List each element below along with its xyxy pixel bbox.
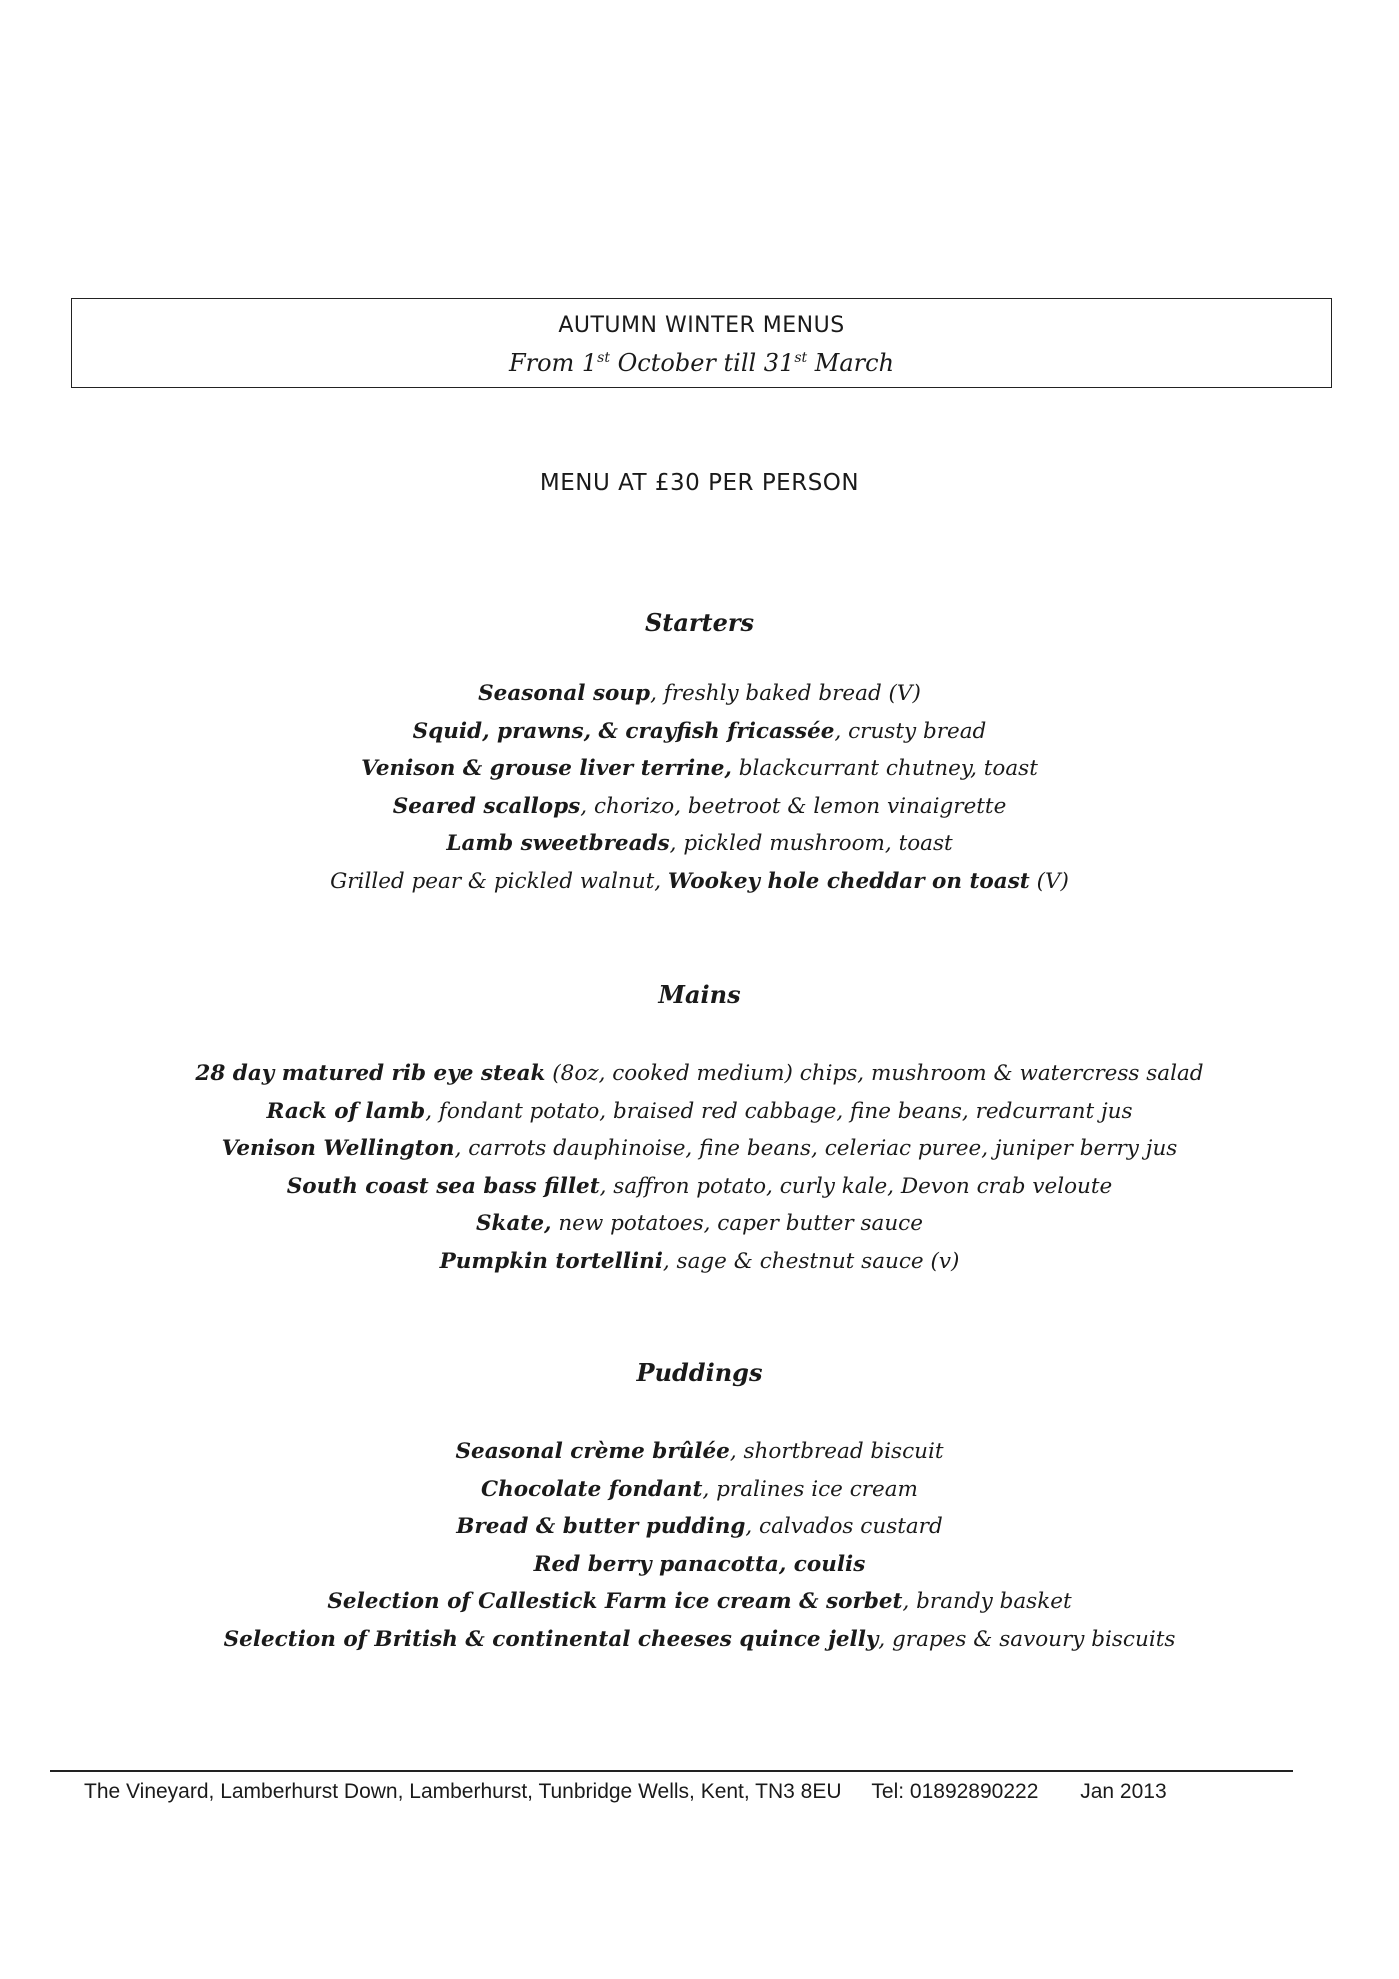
list-item	[0, 1055, 1399, 1093]
list-item	[0, 1583, 1399, 1621]
dish-name: Selection of British & continental cheeses quince jelly	[223, 1626, 879, 1652]
footer-address: The Vineyard, Lamberhurst Down, Lamberhurst, Tunbridge Wells, Kent, TN3 8EU	[84, 1780, 842, 1803]
list-item	[0, 1168, 1399, 1206]
list-item	[0, 1130, 1399, 1168]
dish-description: , fondant potato, braised red cabbage, fine beans, redcurrant jus	[425, 1098, 1133, 1124]
dish-name: Bread & butter pudding	[456, 1514, 746, 1539]
dish-name: South coast sea bass fillet	[286, 1173, 600, 1199]
dish-name: Chocolate fondant	[481, 1476, 703, 1502]
dish-description: , brandy basket	[902, 1589, 1072, 1614]
list-item	[0, 788, 1399, 826]
section-title-puddings: Puddings	[636, 1358, 763, 1387]
section-title-mains: Mains	[658, 980, 741, 1009]
dish-description: (8oz, cooked medium) chips, mushroom & watercress salad	[545, 1061, 1204, 1086]
list-item	[0, 863, 1399, 901]
menu-date-range	[72, 349, 1331, 377]
dish-name: Venison Wellington	[221, 1136, 455, 1161]
dish-name: Seasonal soup	[478, 681, 651, 706]
section-title-starters: Starters	[644, 608, 755, 637]
list-item	[0, 1546, 1399, 1584]
dish-description: , carrots dauphinoise, fine beans, celeriac puree, juniper berry jus	[454, 1136, 1178, 1161]
dish-description: , shortbread biscuit	[729, 1439, 944, 1464]
list-item	[0, 1433, 1399, 1471]
dish-description: , chorizo, beetroot & lemon vinaigrette	[580, 793, 1007, 819]
dish-name: Wookey hole cheddar on toast	[667, 868, 1030, 894]
list-item	[0, 1508, 1399, 1546]
dish-description: , crusty bread	[834, 718, 987, 744]
dish-name: Squid, prawns, & crayfish fricassée	[412, 718, 835, 744]
dish-name: Rack of lamb	[266, 1098, 426, 1124]
dish-description: , grapes & savoury biscuits	[878, 1626, 1176, 1652]
list-item	[0, 750, 1399, 788]
date-range-middle: October till 31	[609, 349, 795, 377]
list-item	[0, 1093, 1399, 1131]
dish-description: , saffron potato, curly kale, Devon crab veloute	[599, 1173, 1113, 1199]
dish-name: Skate,	[476, 1211, 552, 1236]
puddings-list	[0, 1433, 1399, 1658]
list-item	[0, 713, 1399, 751]
list-item	[0, 675, 1399, 713]
dish-description: (V)	[1029, 868, 1069, 894]
dish-description: , sage & chestnut sauce (v)	[662, 1248, 960, 1274]
footer-date: Jan 2013	[1080, 1780, 1167, 1803]
date-range-end: March	[807, 349, 895, 377]
starters-list	[0, 675, 1399, 900]
menu-title: AUTUMN WINTER MENUS	[558, 313, 845, 338]
dish-name: Selection of Callestick Farm ice cream & sorbet	[327, 1589, 903, 1614]
dish-description: new potatoes, caper butter sauce	[551, 1211, 923, 1236]
dish-name: Seared scallops	[392, 793, 581, 819]
dish-name: Lamb sweetbreads	[446, 831, 670, 856]
footer-telephone: Tel: 01892890222	[871, 1780, 1039, 1803]
dish-description: , calvados custard	[745, 1514, 943, 1539]
dish-name: 28 day matured rib eye steak	[195, 1061, 546, 1086]
footer-divider	[50, 1770, 1293, 1772]
footer	[84, 1780, 1167, 1804]
date-range-start: From 1	[508, 349, 598, 377]
dish-description: , freshly baked bread (V)	[650, 681, 921, 706]
menu-price: MENU AT £30 PER PERSON	[539, 470, 860, 496]
list-item	[0, 1243, 1399, 1281]
dish-name: Pumpkin tortellini	[439, 1248, 663, 1274]
dish-description: blackcurrant chutney, toast	[731, 756, 1038, 781]
dish-name: Venison & grouse liver terrine,	[361, 756, 732, 781]
list-item	[0, 825, 1399, 863]
dish-description: , pralines ice cream	[702, 1476, 918, 1502]
list-item	[0, 1205, 1399, 1243]
dish-name: Seasonal crème brûlée	[455, 1439, 730, 1464]
dish-description: , pickled mushroom, toast	[669, 831, 953, 856]
date-range-sup-1: st	[597, 350, 610, 366]
menu-header-box	[71, 298, 1332, 388]
dish-prefix: Grilled pear & pickled walnut,	[330, 868, 668, 894]
dish-name: Red berry panacotta, coulis	[533, 1551, 866, 1577]
date-range-sup-2: st	[794, 350, 808, 366]
list-item	[0, 1621, 1399, 1659]
list-item	[0, 1471, 1399, 1509]
mains-list	[0, 1055, 1399, 1280]
